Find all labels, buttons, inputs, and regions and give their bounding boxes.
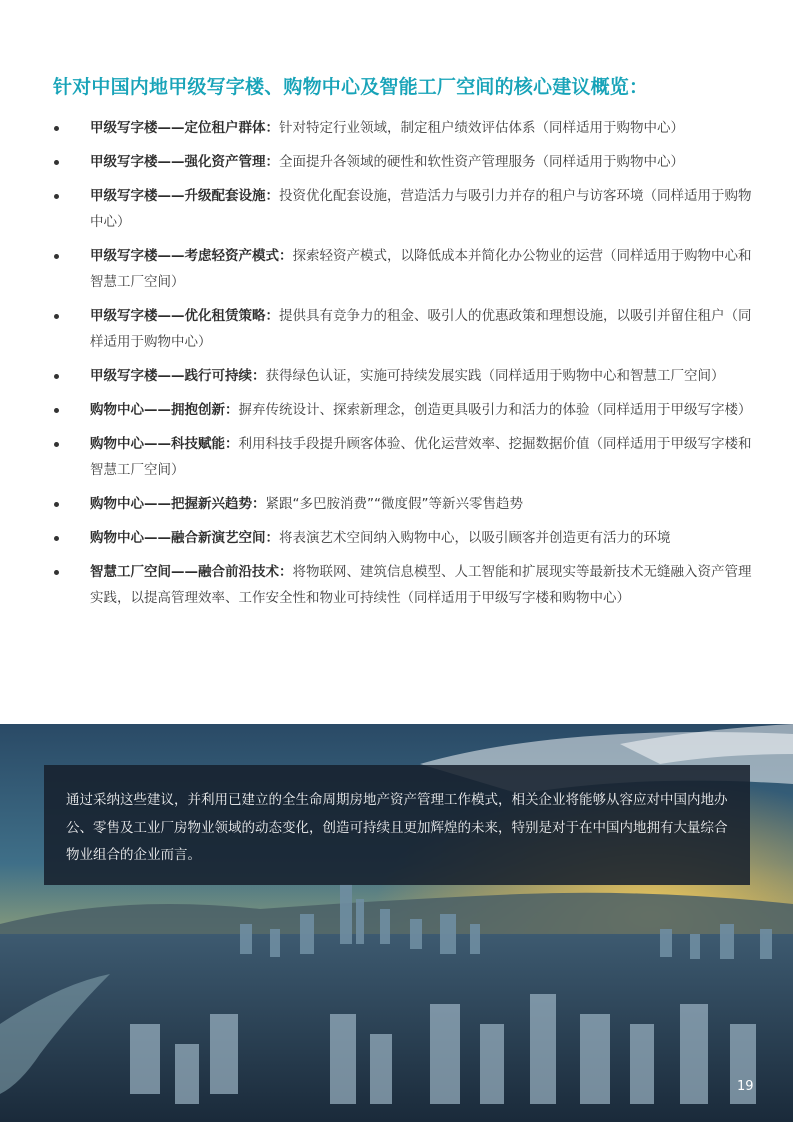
bullet-icon [54, 408, 59, 413]
bullet-icon [54, 314, 59, 319]
item-lead: 甲级写字楼——践行可持续： [90, 368, 266, 384]
item-text: 针对特定行业领域，制定租户绩效评估体系（同样适用于购物中心） [279, 120, 684, 136]
list-item [53, 115, 753, 141]
bullet-icon [54, 502, 59, 507]
item-lead: 智慧工厂空间——融合前沿技术： [90, 564, 293, 580]
item-text: 将表演艺术空间纳入购物中心，以吸引顾客并创造更有活力的环境 [279, 530, 671, 546]
item-text: 获得绿色认证，实施可持续发展实践（同样适用于购物中心和智慧工厂空间） [265, 368, 725, 384]
item-lead: 购物中心——融合新演艺空间： [90, 530, 279, 546]
page-heading: 针对中国内地甲级写字楼、购物中心及智能工厂空间的核心建议概览： [53, 76, 649, 98]
caption-text: 通过采纳这些建议，并利用已建立的全生命周期房地产资产管理工作模式，相关企业将能够从容应对中国内地办公、零售及工业厂房物业领域的动态变化，创造可持续且更加辉煌的未来，特别是对于在中国内地拥有大量综合物业组合的企业而言。 [66, 792, 728, 863]
bullet-icon [54, 160, 59, 165]
item-text: 紧跟“多巴胺消费”“微度假”等新兴零售趋势 [265, 496, 523, 512]
item-lead: 甲级写字楼——强化资产管理： [90, 154, 279, 170]
item-lead: 甲级写字楼——考虑轻资产模式： [90, 248, 293, 264]
list-item [53, 303, 753, 355]
caption-box [44, 765, 750, 885]
item-lead: 甲级写字楼——定位租户群体： [90, 120, 279, 136]
item-text: 利用科技手段提升顾客体验、优化运营效率、挖掘数据价值（同样适用于甲级写字楼和智慧工厂空间） [90, 436, 752, 478]
item-lead: 购物中心——科技赋能： [90, 436, 239, 452]
bullet-icon [54, 570, 59, 575]
bullet-icon [54, 126, 59, 131]
item-lead: 购物中心——拥抱创新： [90, 402, 239, 418]
list-item [53, 183, 753, 235]
list-item [53, 363, 753, 389]
item-lead: 购物中心——把握新兴趋势： [90, 496, 266, 512]
item-lead: 甲级写字楼——升级配套设施： [90, 188, 279, 204]
item-lead: 甲级写字楼——优化租赁策略： [90, 308, 279, 324]
list-item [53, 431, 753, 483]
list-item [53, 525, 753, 551]
bullet-icon [54, 536, 59, 541]
list-item [53, 559, 753, 611]
bullet-icon [54, 374, 59, 379]
bullet-icon [54, 254, 59, 259]
list-item [53, 243, 753, 295]
list-item [53, 397, 753, 423]
list-item [53, 491, 753, 517]
item-text: 提供具有竞争力的租金、吸引人的优惠政策和理想设施，以吸引并留住租户（同样适用于购物中心） [90, 308, 752, 350]
item-text: 投资优化配套设施，营造活力与吸引力并存的租户与访客环境（同样适用于购物中心） [90, 188, 752, 230]
item-text: 探索轻资产模式，以降低成本并简化办公物业的运营（同样适用于购物中心和智慧工厂空间） [90, 248, 752, 290]
bullet-icon [54, 442, 59, 447]
item-text: 将物联网、建筑信息模型、人工智能和扩展现实等最新技术无缝融入资产管理实践，以提高管理效率、工作安全性和物业可持续性（同样适用于甲级写字楼和购物中心） [90, 564, 752, 606]
list-item [53, 149, 753, 175]
recommendation-list [53, 115, 753, 611]
item-text: 摒弃传统设计、探索新理念，创造更具吸引力和活力的体验（同样适用于甲级写字楼） [238, 402, 752, 418]
page-number: 19 [737, 1079, 754, 1094]
item-text: 全面提升各领域的硬性和软性资产管理服务（同样适用于购物中心） [279, 154, 684, 170]
bullet-icon [54, 194, 59, 199]
